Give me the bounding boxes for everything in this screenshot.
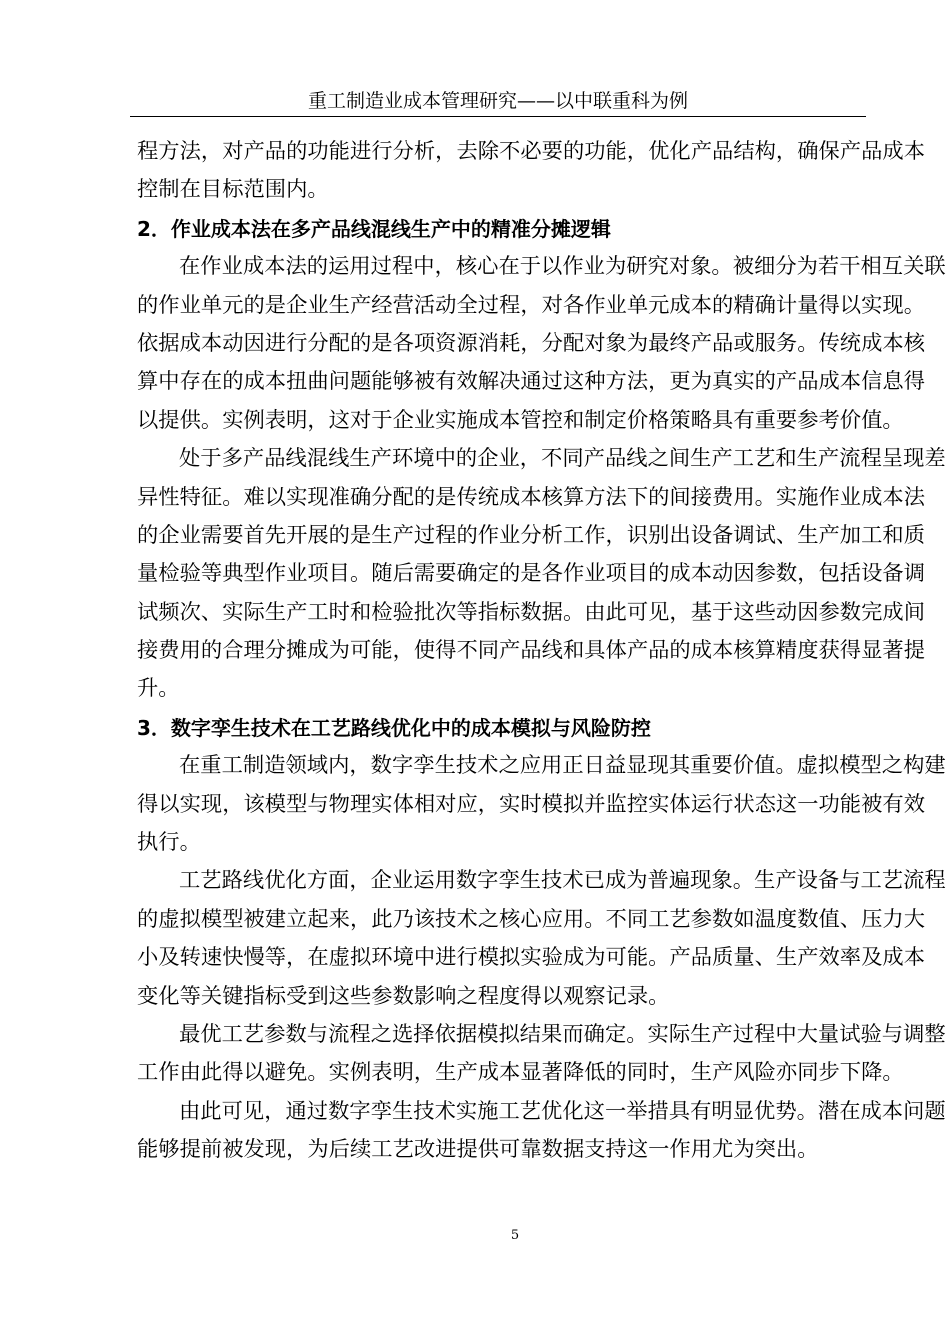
paragraph	[137, 747, 946, 862]
paragraph-line: 的企业需要首先开展的是生产过程的作业分析工作，识别出设备调试、生产加工和质	[137, 522, 925, 548]
paragraph-line: 得以实现，该模型与物理实体相对应，实时模拟并监控实体运行状态这一功能被有效	[137, 791, 925, 817]
paragraph	[137, 862, 946, 1016]
section-heading: 3．数字孪生技术在工艺路线优化中的成本模拟与风险防控	[137, 715, 651, 740]
paragraph	[137, 1016, 946, 1093]
paragraph-line: 执行。	[137, 830, 201, 856]
paragraph	[137, 248, 946, 440]
paragraph-line: 能够提前被发现，为后续工艺改进提供可靠数据支持这一作用尤为突出。	[137, 1137, 819, 1163]
paragraph-line: 试频次、实际生产工时和检验批次等指标数据。由此可见，基于这些动因参数完成间	[137, 599, 925, 625]
paragraph-line: 依据成本动因进行分配的是各项资源消耗，分配对象为最终产品或服务。传统成本核	[137, 330, 925, 356]
paragraph-line: 算中存在的成本扭曲问题能够被有效解决通过这种方法，更为真实的产品成本信息得	[137, 369, 925, 395]
paragraph-line: 异性特征。难以实现准确分配的是传统成本核算方法下的间接费用。实施作业成本法	[137, 484, 925, 510]
paragraph-line: 以提供。实例表明，这对于企业实施成本管控和制定价格策略具有重要参考价值。	[137, 407, 904, 433]
paragraph-line: 在作业成本法的运用过程中，核心在于以作业为研究对象。被细分为若干相互关联	[179, 254, 946, 280]
running-header: 重工制造业成本管理研究——以中联重科为例	[307, 90, 688, 112]
document-body	[137, 133, 946, 1170]
paragraph-line: 工艺路线优化方面，企业运用数字孪生技术已成为普遍现象。生产设备与工艺流程	[179, 868, 946, 894]
paragraph-line: 的虚拟模型被建立起来，此乃该技术之核心应用。不同工艺参数如温度数值、压力大	[137, 906, 925, 932]
paragraph-line: 最优工艺参数与流程之选择依据模拟结果而确定。实际生产过程中大量试验与调整	[179, 1021, 946, 1047]
paragraph-line: 变化等关键指标受到这些参数影响之程度得以观察记录。	[137, 983, 670, 1009]
section-heading: 2．作业成本法在多产品线混线生产中的精准分摊逻辑	[137, 216, 611, 241]
paragraph-line: 处于多产品线混线生产环境中的企业，不同产品线之间生产工艺和生产流程呈现差	[179, 446, 946, 472]
paragraph-line: 程方法，对产品的功能进行分析，去除不必要的功能，优化产品结构，确保产品成本	[137, 139, 925, 164]
header-rule	[130, 116, 866, 117]
paragraph	[137, 1093, 946, 1170]
paragraph	[137, 440, 946, 709]
paragraph-line: 升。	[137, 676, 180, 702]
paragraph-line: 工作由此得以避免。实例表明，生产成本显著降低的同时，生产风险亦同步下降。	[137, 1060, 904, 1086]
paragraph-line: 控制在目标范围内。	[137, 177, 329, 203]
paragraph	[137, 133, 925, 210]
paragraph-line: 量检验等典型作业项目。随后需要确定的是各作业项目的成本动因参数，包括设备调	[137, 561, 925, 587]
paragraph-line: 接费用的合理分摊成为可能，使得不同产品线和具体产品的成本核算精度获得显著提	[137, 638, 925, 664]
paragraph-line: 的作业单元的是企业生产经营活动全过程，对各作业单元成本的精确计量得以实现。	[137, 292, 925, 318]
page-number: 5	[510, 1228, 520, 1243]
paragraph-line: 小及转速快慢等，在虚拟环境中进行模拟实验成为可能。产品质量、生产效率及成本	[137, 945, 925, 971]
paragraph-line: 在重工制造领域内，数字孪生技术之应用正日益显现其重要价值。虚拟模型之构建	[179, 753, 946, 779]
paragraph-line: 由此可见，通过数字孪生技术实施工艺优化这一举措具有明显优势。潜在成本问题	[179, 1098, 946, 1124]
